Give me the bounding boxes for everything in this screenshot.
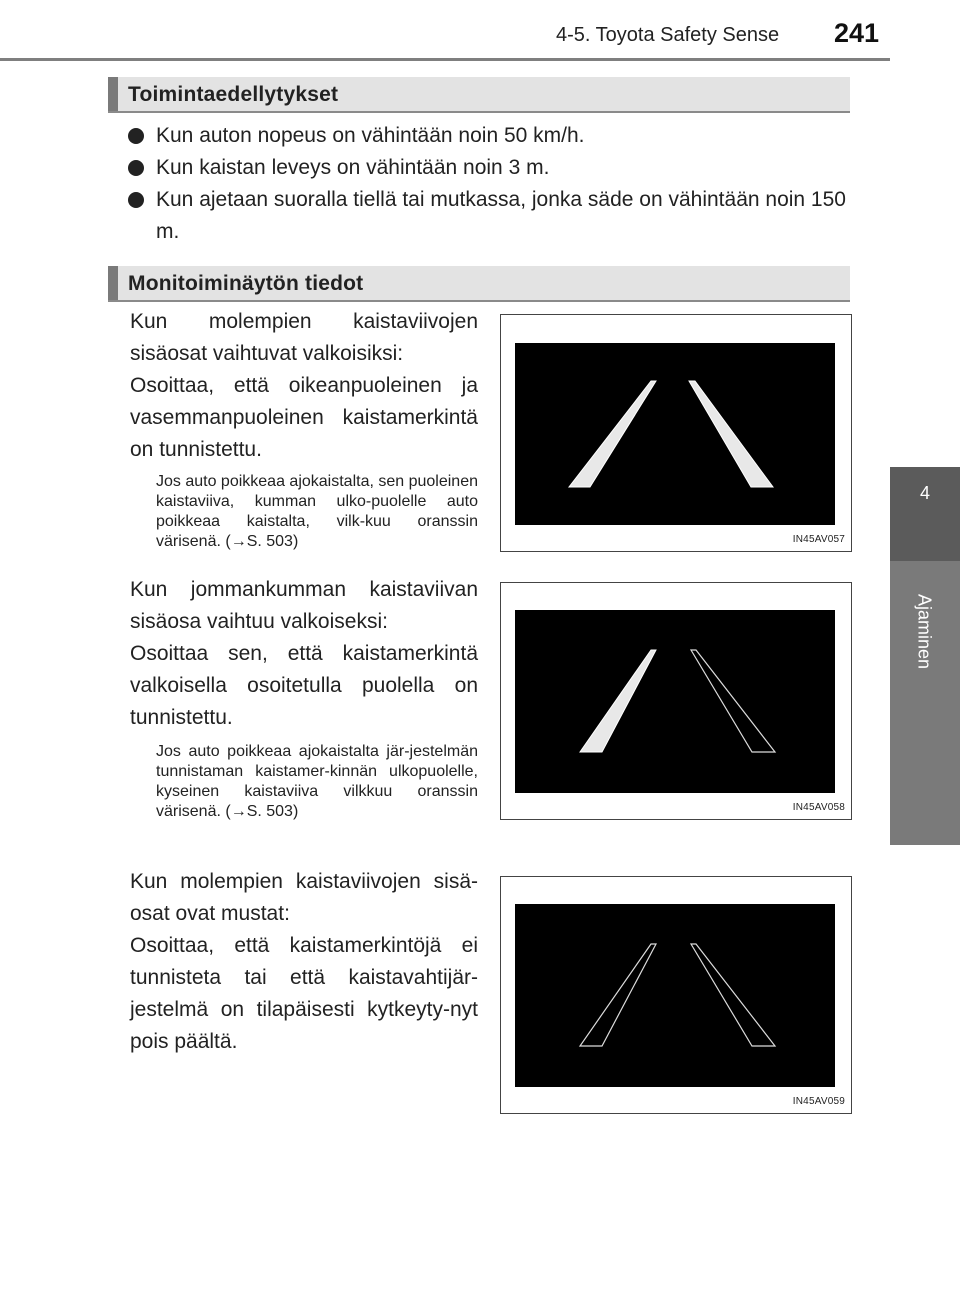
page-number: 241 xyxy=(834,18,880,48)
display-note-text: Jos auto poikkeaa ajokaistalta jär-jestelmän tunnistaman kaistamer-kinnän ulkopuolelle, kyseinen kaistaviiva vilkkuu oranssin värisenä. (→S. 503) xyxy=(156,743,478,820)
lane-display-screen xyxy=(515,904,835,1087)
figure-code: IN45AV058 xyxy=(792,802,845,813)
chapter-tab xyxy=(890,467,960,845)
section-heading-text: Toimintaedellytykset xyxy=(128,83,339,106)
lane-lines-both-black-icon xyxy=(515,904,835,1087)
display-meaning-text: Osoittaa sen, että kaistamerkintä valkoisella osoitetulla puolella on tunnistettu. xyxy=(130,642,478,729)
chapter-tab-number-box xyxy=(890,467,960,561)
running-header-section: 4-5. Toyota Safety Sense xyxy=(556,24,780,46)
lane-display-screen xyxy=(515,343,835,525)
display-note-text: Jos auto poikkeaa ajokaistalta, sen puoleinen kaistaviiva, kumman ulko-puolelle auto poikkeaa kaistalta, vilk-kuu oranssin värisenä. (→S. 503) xyxy=(156,473,478,550)
bullet-dot-icon xyxy=(128,160,144,176)
list-item-text: Kun ajetaan suoralla tiellä tai mutkassa, jonka säde on vähintään noin 150 m. xyxy=(156,188,846,243)
figure-code: IN45AV057 xyxy=(792,534,845,545)
bullet-dot-icon xyxy=(128,192,144,208)
display-meaning-text: Osoittaa, että oikeanpuoleinen ja vasemmanpuoleinen kaistamerkintä on tunnistettu. xyxy=(130,374,478,461)
chapter-label-box xyxy=(913,577,937,687)
display-figure xyxy=(500,582,852,820)
header-rule xyxy=(0,58,890,61)
section-heading-conditions xyxy=(108,77,850,113)
lane-display-screen xyxy=(515,610,835,793)
display-figure xyxy=(500,314,852,552)
bullet-dot-icon xyxy=(128,128,144,144)
list-item-text: Kun auton nopeus on vähintään noin 50 km/h. xyxy=(156,124,585,147)
list-item xyxy=(128,152,850,184)
list-item xyxy=(128,120,850,152)
lane-lines-left-white-icon xyxy=(515,610,835,793)
lane-lines-both-white-icon xyxy=(515,343,835,525)
section-heading-bar xyxy=(108,77,118,111)
list-item-text: Kun kaistan leveys on vähintään noin 3 m. xyxy=(156,156,550,179)
display-condition-text: Kun jommankumman kaistaviivan sisäosa vaihtuu valkoiseksi: xyxy=(130,578,478,633)
chapter-label: Ajaminen xyxy=(914,593,935,670)
display-meaning-text: Osoittaa, että kaistamerkintöjä ei tunnisteta tai että kaistavahtijär-jestelmä on tilapäisesti kytkeyty-nyt pois päältä. xyxy=(130,934,478,1053)
chapter-number: 4 xyxy=(919,483,930,503)
list-item xyxy=(128,184,850,248)
figure-code: IN45AV059 xyxy=(792,1096,845,1107)
display-condition-text: Kun molempien kaistaviivojen sisäosat vaihtuvat valkoisiksi: xyxy=(130,310,478,365)
display-figure xyxy=(500,876,852,1114)
section-heading-display-info xyxy=(108,266,850,302)
section-heading-text: Monitoiminäytön tiedot xyxy=(128,272,364,295)
section-heading-bar xyxy=(108,266,118,300)
display-condition-text: Kun molempien kaistaviivojen sisä-osat ovat mustat: xyxy=(130,870,478,925)
